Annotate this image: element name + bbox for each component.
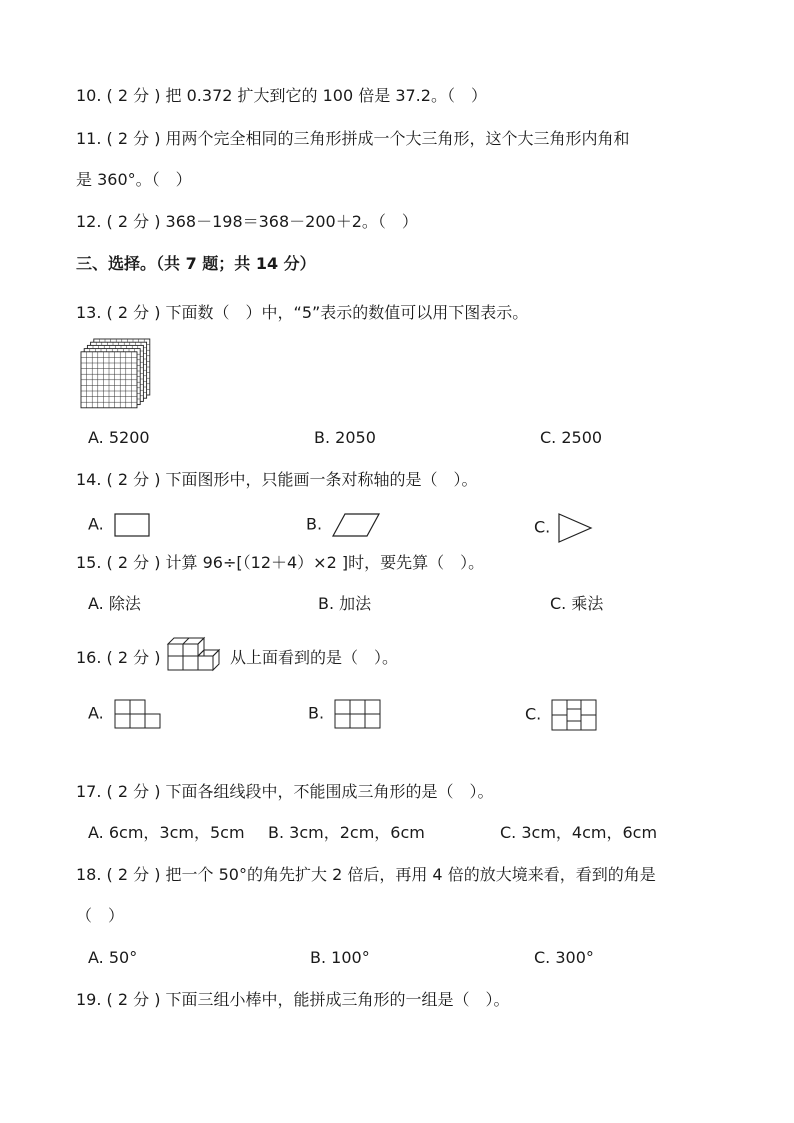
question-15: 15. ( 2 分 ) 计算 96÷[（12＋4）×2 ]时，要先算（ ）。 (76, 553, 485, 572)
question-13: 13. ( 2 分 ) 下面数（ ）中，“5”表示的数值可以用下图表示。 (76, 303, 529, 322)
question-10: 10. ( 2 分 ) 把 0.372 扩大到它的 100 倍是 37.2。（ ） (76, 86, 487, 105)
top-view-c-shape (550, 698, 602, 732)
q17-option-b[interactable]: B. 3cm，2cm，6cm (268, 823, 425, 842)
q14-option-b[interactable] (306, 512, 383, 538)
q13-option-a[interactable]: A. 5200 (88, 428, 150, 447)
q14-option-a[interactable] (88, 512, 153, 538)
question-16-prefix: 16. ( 2 分 ) (76, 648, 161, 667)
question-11-line2: 是 360°。（ ） (76, 170, 192, 189)
cube-stack-figure (80, 338, 154, 412)
top-view-b-shape (333, 698, 385, 730)
q13-option-b[interactable]: B. 2050 (314, 428, 376, 447)
q13-option-c[interactable]: C. 2500 (540, 428, 603, 447)
question-19: 19. ( 2 分 ) 下面三组小棒中，能拼成三角形的一组是（ ）。 (76, 990, 510, 1009)
q14-option-c-label: C. (534, 517, 551, 537)
q16-option-b[interactable] (308, 698, 385, 730)
question-12: 12. ( 2 分 ) 368－198＝368－200＋2。（ ） (76, 212, 418, 231)
q14-option-a-label: A. (88, 514, 104, 534)
question-18-line1: 18. ( 2 分 ) 把一个 50°的角先扩大 2 倍后，再用 4 倍的放大境来看，看到的角是 (76, 865, 656, 884)
question-11-line1: 11. ( 2 分 ) 用两个完全相同的三角形拼成一个大三角形，这个大三角形内角和 (76, 129, 630, 148)
cube-arrangement-figure (164, 636, 230, 678)
parallelogram-shape (331, 512, 383, 538)
top-view-a-shape (113, 698, 165, 730)
section-3-title: 三、选择。（共 7 题；共 14 分） (76, 254, 316, 273)
q17-option-a[interactable]: A. 6cm，3cm，5cm (88, 823, 245, 842)
q14-option-c[interactable] (534, 512, 595, 544)
q15-option-c[interactable]: C. 乘法 (550, 594, 604, 613)
triangle-shape (557, 512, 595, 544)
q18-option-a[interactable]: A. 50° (88, 948, 138, 967)
q16-option-a[interactable] (88, 698, 165, 730)
q16-option-a-label: A. (88, 703, 104, 723)
q18-option-b[interactable]: B. 100° (310, 948, 370, 967)
q17-option-c[interactable]: C. 3cm，4cm，6cm (500, 823, 658, 842)
rectangle-shape (113, 512, 153, 538)
q15-option-b[interactable]: B. 加法 (318, 594, 372, 613)
q14-option-b-label: B. (306, 514, 323, 534)
q16-option-c-label: C. (525, 704, 542, 724)
question-14: 14. ( 2 分 ) 下面图形中，只能画一条对称轴的是（ ）。 (76, 470, 478, 489)
q18-option-c[interactable]: C. 300° (534, 948, 594, 967)
q16-option-b-label: B. (308, 703, 325, 723)
question-17: 17. ( 2 分 ) 下面各组线段中，不能围成三角形的是（ ）。 (76, 782, 494, 801)
question-18-line2: （ ） (76, 906, 125, 925)
question-16-suffix: 从上面看到的是（ ）。 (230, 648, 399, 667)
q15-option-a[interactable]: A. 除法 (88, 594, 141, 613)
q16-option-c[interactable] (525, 698, 602, 732)
